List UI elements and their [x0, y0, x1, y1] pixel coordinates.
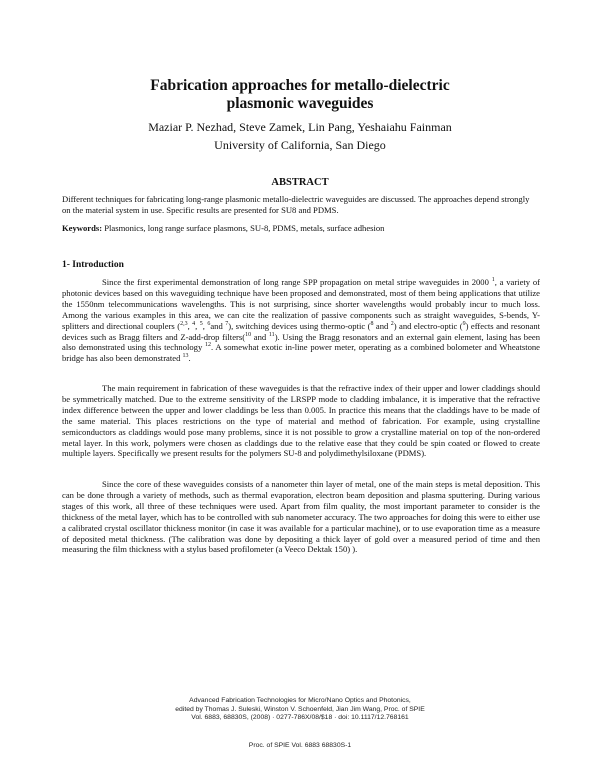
intro-paragraph-3: Since the core of these waveguides consists of a nanometer thin layer of metal, one of the main steps is metal deposition. This can be done through a variety of methods, such as thermal evaporation, electron beam deposition and plasma sputtering. During various stages of this work, all three of these techniques were used. Apart from film quality, the most important parameter to consider is the thickness of the metal layer, which has to be controlled with sub nanometer accuracy. The two approaches for doing this were to either use a calibrated crystal oscillator thickness monitor (in case it was available for a particular machine), or to use evaporation time as a measure of deposited metal thickness. (The calibration was done by depositing a thick layer of gold over a measured period of time and then measuring the film thickness with a stylus based profilometer (a Veeco Dektak 150) ). [62, 479, 540, 555]
paper-title [100, 77, 500, 113]
intro-paragraph-1: Since the first experimental demonstration of long range SPP propagation on metal stripe waveguides in 2000 $^1$, a variety of photonic devices based on this waveguiding technique have been proposed and demonstrated, most of them being applications that utilize the 1550nm telecommunications wavelengths. This is not surprising, since shorter wavelengths would probably incur to much loss. Among the various examples in this area, we can cite the realization of passive components such as straight waveguides, S-bends, Y-splitters and directional couplers ($^{2,3}$, $^4$, $^5$, $^6$and $^7$), switching devices using thermo-optic ($^8$ and $^2$) and electro-optic ($^9$) effects and resonant devices such as Bragg filters and Z-add-drop filters($^{10}$ and $^{11}$). Using the Bragg resonators and an external gain element, lasing has been also demonstrated using this technology $^{12}$. A somewhat exotic in-line power meter, operating as a combined bolometer and Wheatstone bridge has also been demonstrated $^{13}$. [62, 277, 541, 364]
citation: 7 [225, 320, 229, 327]
affiliation: University of California, San Diego [214, 138, 386, 152]
intro-paragraph-2: The main requirement in fabrication of these waveguides is that the refractive index of their upper and lower claddings should be symmetrically matched. Due to the extreme sensitivity of the LRSPP mode to cladding imbalance, it is imperative that the refractive index difference between the upper and lower claddings be less than 0.005. In practice this means that the claddings have to be made of the same material. This places restrictions on the type of material and method of fabrication. For example, using crystalline semiconductors as claddings would pose many problems, since it is not possible to grow a crystalline material on top of the non-ordered metal layer. In this work, polymers were chosen as claddings due to the relative ease that they could be spin coated or flowed to create multiple layers. Specifically we present results for the polymers SU-8 and polydimethylsiloxane (PDMS). [62, 383, 540, 459]
page-number: Proc. of SPIE Vol. 6883 68830S-1 [248, 742, 352, 749]
citation: 2 [390, 320, 394, 327]
title-line-2: plasmonic waveguides [226, 95, 374, 112]
footer-line-1: Advanced Fabrication Technologies for Micro/Nano Optics and Photonics, [189, 697, 411, 704]
footer-line-3: Vol. 6883, 68830S, (2008) · 0277-786X/08/$18 · doi: 10.1117/12.768161 [191, 714, 409, 722]
citation: 5 [199, 320, 203, 327]
keywords [62, 223, 540, 234]
citation: 13 [182, 353, 189, 360]
section-heading-introduction: 1- Introduction [62, 260, 124, 270]
citation: 10 [245, 331, 252, 338]
citation: 9 [462, 320, 466, 327]
publication-footer [100, 697, 500, 723]
citation: 6 [207, 320, 211, 327]
citation: 1 [491, 277, 495, 284]
author-list: Maziar P. Nezhad, Steve Zamek, Lin Pang, Yeshaiahu Fainman [148, 120, 452, 134]
citation: 8 [370, 320, 374, 327]
citation: 4 [192, 320, 196, 327]
footer-line-2: edited by Thomas J. Suleski, Winston V. Schoenfeld, Jian Jim Wang, Proc. of SPIE [175, 705, 425, 713]
keywords-label: Keywords: [62, 223, 103, 233]
keywords-list: Plasmonics, long range surface plasmons, SU-8, PDMS, metals, surface adhesion [104, 223, 385, 233]
abstract-heading: ABSTRACT [271, 177, 329, 188]
title-line-1: Fabrication approaches for metallo-dielectric [150, 77, 450, 94]
abstract-text: Different techniques for fabricating long-range plasmonic metallo-dielectric waveguides are discussed. The approaches depend strongly on the material system in use. Specific results are presented for SU8 and PDMS. [62, 194, 530, 215]
citation: 2,3 [180, 320, 188, 327]
citation: 11 [268, 331, 275, 338]
citation: 12 [205, 342, 212, 349]
